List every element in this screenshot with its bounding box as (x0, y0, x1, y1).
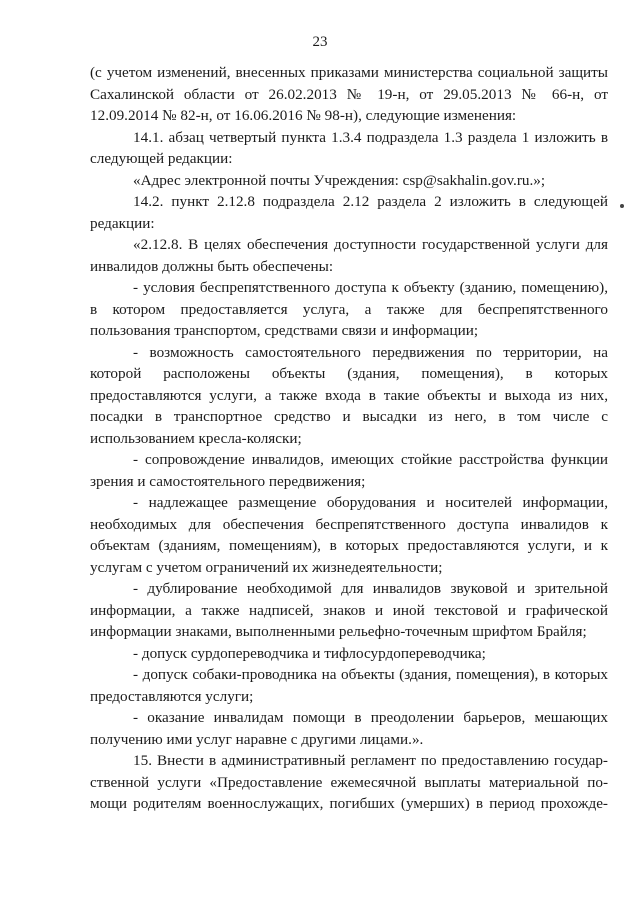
text-line: редакции: (90, 214, 155, 232)
text-line: пользования транспортом, средствами связи и информации; (90, 322, 479, 339)
text-line: «Адрес электронной почты Учреждения: csp@sakhalin.gov.ru.»; (133, 171, 546, 189)
text-line: необходимых для обеспечения беспрепятственного доступа инвалидов к (90, 515, 608, 533)
text-line: следующей редакции: (90, 150, 233, 167)
text-line: 14.1. абзац четвертый пункта 1.3.4 подраздела 1.3 раздела 1 изложить в (133, 128, 608, 146)
document-body (90, 62, 608, 815)
text-line: Сахалинской области от 26.02.2013 № 19-н, от 29.05.2013 № 66-н, от (90, 85, 608, 103)
page-number: 23 (312, 34, 328, 50)
text-line: услугам с учетом ограничений их жизнедеятельности; (90, 558, 443, 576)
text-line: информации, а также надписей, знаков и иной текстовой и графической (90, 601, 608, 619)
text-line: зрения и самостоятельного передвижения; (90, 472, 366, 490)
text-line: - возможность самостоятельного передвижения по территории, на (133, 343, 608, 361)
text-line: - условия беспрепятственного доступа к объекту (зданию, помещению), (133, 279, 608, 296)
text-line: объектам (зданиям, помещениям), в которых предоставляются услуги, и к (90, 537, 608, 554)
text-line: - сопровождение инвалидов, имеющих стойкие расстройства функции (133, 451, 608, 468)
text-line: предоставляются услуги; (90, 687, 254, 705)
text-line: (с учетом изменений, внесенных приказами министерства социальной защиты (90, 64, 608, 81)
text-line: получению ими услуг наравне с другими лицами.». (90, 730, 424, 748)
text-line: мощи родителям военнослужащих, погибших (умерших) в период прохожде- (90, 795, 608, 812)
text-line: - надлежащее размещение оборудования и носителей информации, (133, 494, 608, 511)
text-line: 15. Внести в административный регламент по предоставлению государ- (133, 752, 608, 769)
text-line: которой расположены объекты (здания, помещения), в которых (90, 365, 608, 382)
text-line: информации знаками, выполненными рельефно-точечным шрифтом Брайля; (90, 623, 587, 640)
text-line: 12.09.2014 № 82-н, от 16.06.2016 № 98-н), следующие изменения: (90, 107, 517, 124)
text-line: - оказание инвалидам помощи в преодолении барьеров, мешающих (133, 709, 608, 726)
text-line: 14.2. пункт 2.12.8 подраздела 2.12 раздела 2 изложить в следующей (133, 193, 608, 210)
text-line: - допуск сурдопереводчика и тифлосурдопереводчика; (133, 644, 486, 662)
margin-mark (620, 204, 624, 208)
text-line: «2.12.8. В целях обеспечения доступности государственной услуги для (133, 236, 608, 253)
text-line: посадки в транспортное средство и высадки из него, в том числе с (90, 408, 608, 425)
text-line: в котором предоставляется услуга, а также для беспрепятственного (90, 300, 608, 318)
text-line: предоставляются услуги, а также входа в такие объекты и выхода из них, (90, 386, 608, 404)
text-line: - дублирование необходимой для инвалидов звуковой и зрительной (133, 580, 608, 597)
text-line: - допуск собаки-проводника на объекты (здания, помещения), в которых (133, 666, 608, 683)
text-line: ственной услуги «Предоставление ежемесячной выплаты материальной по- (90, 773, 608, 791)
text-line: инвалидов должны быть обеспечены: (90, 257, 334, 275)
text-line: использованием кресла-коляски; (90, 429, 302, 447)
